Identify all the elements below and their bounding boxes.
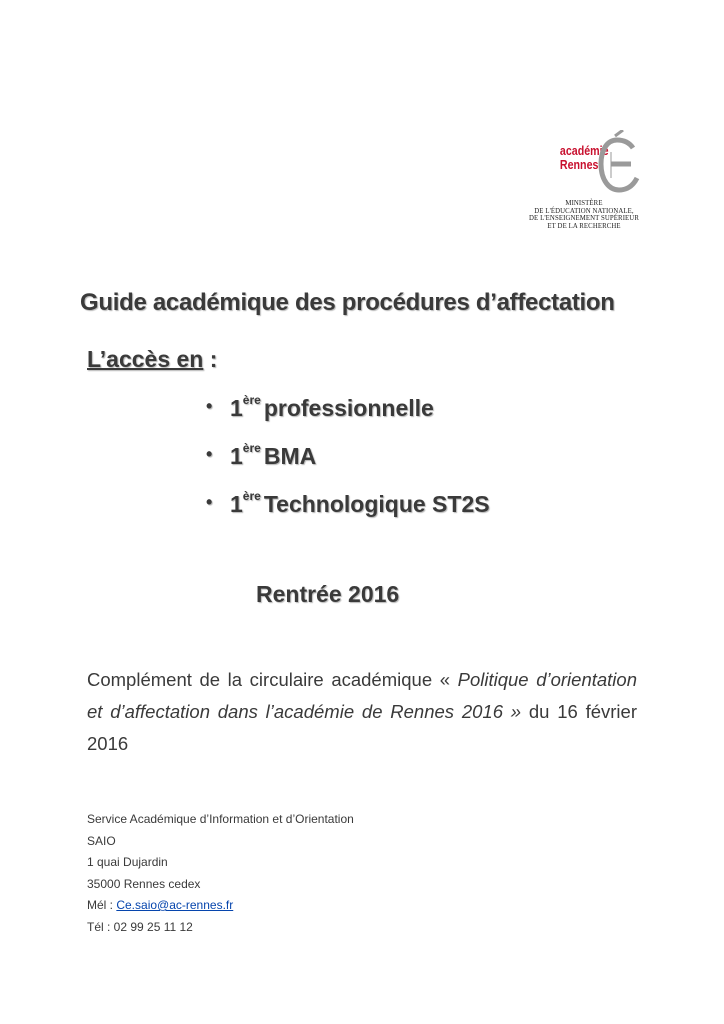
service-city: 35000 Rennes cedex [87, 876, 201, 891]
list-item [206, 443, 490, 491]
academie-rennes-logo [524, 130, 644, 234]
complement-prefix: Complément de la circulaire académique « [87, 669, 458, 690]
level-number: 1 [230, 443, 243, 469]
email-link[interactable]: Ce.saio@ac-rennes.fr [116, 898, 234, 912]
logo-wordmark-line1: académie [559, 143, 609, 158]
ministry-line: MINISTÈRE [565, 200, 603, 207]
logo-wordmark-line2: Rennes [559, 157, 599, 172]
access-label: L’accès en [87, 346, 204, 372]
education-e-icon [597, 130, 641, 194]
contact-block [87, 809, 354, 938]
ministry-line: DE L'ENSEIGNEMENT SUPÉRIEUR [529, 215, 639, 223]
service-email-line [87, 895, 354, 917]
document-title: Guide académique des procédures d’affectation [80, 289, 615, 316]
complement-suffix: du 16 février 2016 [87, 701, 637, 754]
ministry-line: DE L'ÉDUCATION NATIONALE, [534, 207, 634, 215]
ministry-label [524, 200, 644, 230]
bullet-icon: • [206, 396, 213, 416]
access-heading [87, 346, 217, 373]
access-suffix: : [203, 346, 218, 372]
level-name: professionnelle [263, 395, 434, 421]
level-ordinal: ère [242, 489, 261, 503]
level-ordinal: ère [242, 393, 261, 407]
service-acronym: SAIO [87, 833, 116, 848]
service-name: Service Académique d’Information et d’Orientation [87, 812, 354, 826]
rentree-heading: Rentrée 2016 [256, 581, 400, 607]
bullet-icon: • [206, 444, 213, 464]
list-item [206, 491, 490, 539]
service-phone: Tél : 02 99 25 11 12 [87, 919, 193, 934]
level-name: BMA [263, 443, 317, 469]
complement-paragraph [87, 664, 637, 760]
level-name: Technologique ST2S [263, 491, 490, 517]
level-number: 1 [230, 395, 243, 421]
level-list [206, 395, 490, 539]
circular-title: Politique d’orientation et d’affectation dans l’académie de Rennes 2016 » [87, 669, 637, 722]
logo-wordmark [559, 143, 609, 172]
service-street: 1 quai Dujardin [87, 855, 168, 869]
email-label: Mél : [87, 898, 117, 912]
list-item [206, 395, 490, 443]
bullet-icon: • [206, 492, 213, 512]
ministry-line: ET DE LA RECHERCHE [547, 222, 621, 230]
level-number: 1 [230, 491, 243, 517]
level-ordinal: ère [242, 441, 261, 455]
